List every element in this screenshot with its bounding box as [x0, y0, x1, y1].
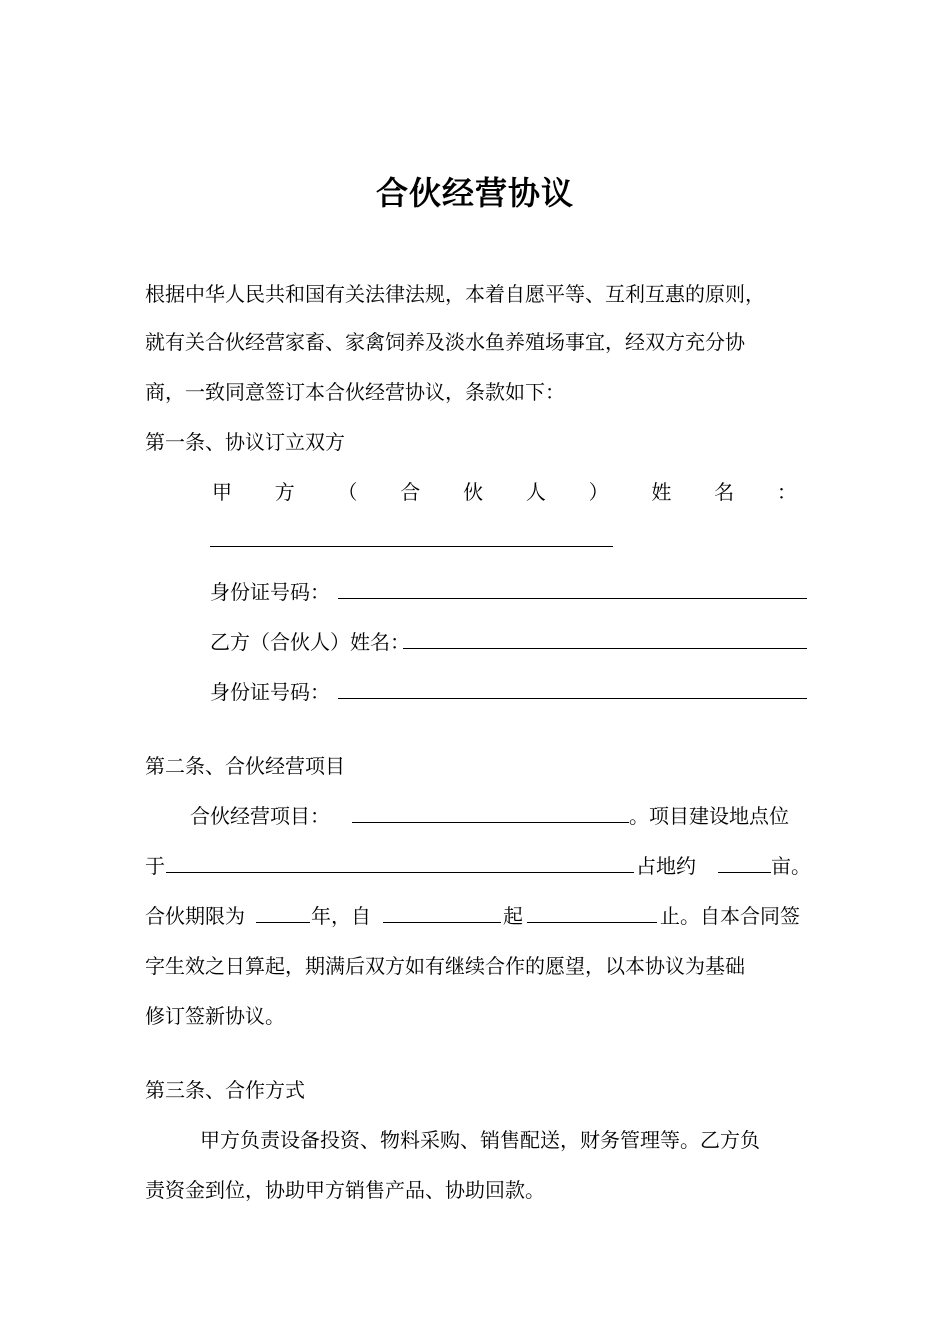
area-label: 占地约: [636, 854, 696, 878]
party-b-name-field[interactable]: [403, 648, 807, 649]
location-tail: 。项目建设地点位: [629, 804, 789, 828]
party-b-id-label: 身份证号码：: [210, 680, 330, 704]
party-b-name-row: [210, 628, 410, 656]
party-a-char: 名: [714, 480, 735, 504]
project-field[interactable]: [352, 822, 629, 823]
intro-line-1: 根据中华人民共和国有关法律法规，本着自愿平等、互利互惠的原则，: [145, 282, 765, 306]
renew-line: 修订签新协议。: [145, 1004, 285, 1028]
intro-line-3: 商，一致同意签订本合伙经营协议，条款如下：: [145, 380, 565, 404]
party-a-char: （: [337, 480, 358, 504]
party-a-id-field[interactable]: [338, 598, 807, 599]
document-title: 合伙经营协议: [375, 174, 574, 212]
party-a-char: 合: [400, 480, 421, 504]
location-prefix: 于: [145, 854, 165, 878]
party-a-char: 伙: [463, 480, 484, 504]
party-a-char: 甲: [212, 480, 232, 504]
effective-line: 字生效之日算起，期满后双方如有继续合作的愿望，以本协议为基础: [145, 954, 745, 978]
party-b-name-label: 乙方（合伙人）姓名：: [210, 630, 410, 654]
party-a-name-field[interactable]: [210, 546, 613, 547]
article-1-heading: 第一条、协议订立双方: [145, 430, 345, 454]
term-end-field[interactable]: [527, 922, 657, 923]
intro-line-2: 就有关合伙经营家畜、家禽饲养及淡水鱼养殖场事宜，经双方充分协: [145, 330, 745, 354]
term-prefix: 合伙期限为: [145, 904, 245, 928]
article-3-heading: 第三条、合作方式: [145, 1078, 305, 1102]
party-a-char: 姓: [651, 480, 672, 504]
term-years-field[interactable]: [256, 922, 310, 923]
party-b-id-field[interactable]: [338, 698, 807, 699]
project-row: [190, 802, 330, 830]
location-field[interactable]: [166, 872, 634, 873]
term-year-label: 年，自: [311, 904, 371, 928]
party-a-char: ）: [588, 480, 609, 504]
party-b-id-row: [210, 678, 330, 706]
party-a-char: 方: [274, 480, 295, 504]
article-3-line-2: 责资金到位，协助甲方销售产品、协助回款。: [145, 1178, 545, 1202]
project-label: 合伙经营项目：: [190, 804, 330, 828]
party-a-name-label: [212, 478, 797, 506]
term-to-label: 止。自本合同签: [660, 904, 800, 928]
party-a-char: ：: [776, 480, 797, 504]
party-a-id-row: [210, 578, 330, 606]
party-a-id-label: 身份证号码：: [210, 580, 330, 604]
area-unit: 亩。: [771, 854, 811, 878]
term-from-label: 起: [503, 904, 523, 928]
area-field[interactable]: [718, 872, 771, 873]
term-start-field[interactable]: [383, 922, 501, 923]
article-2-heading: 第二条、合伙经营项目: [145, 754, 345, 778]
article-3-line-1: 甲方负责设备投资、物料采购、销售配送，财务管理等。乙方负: [200, 1128, 760, 1152]
party-a-char: 人: [525, 480, 546, 504]
